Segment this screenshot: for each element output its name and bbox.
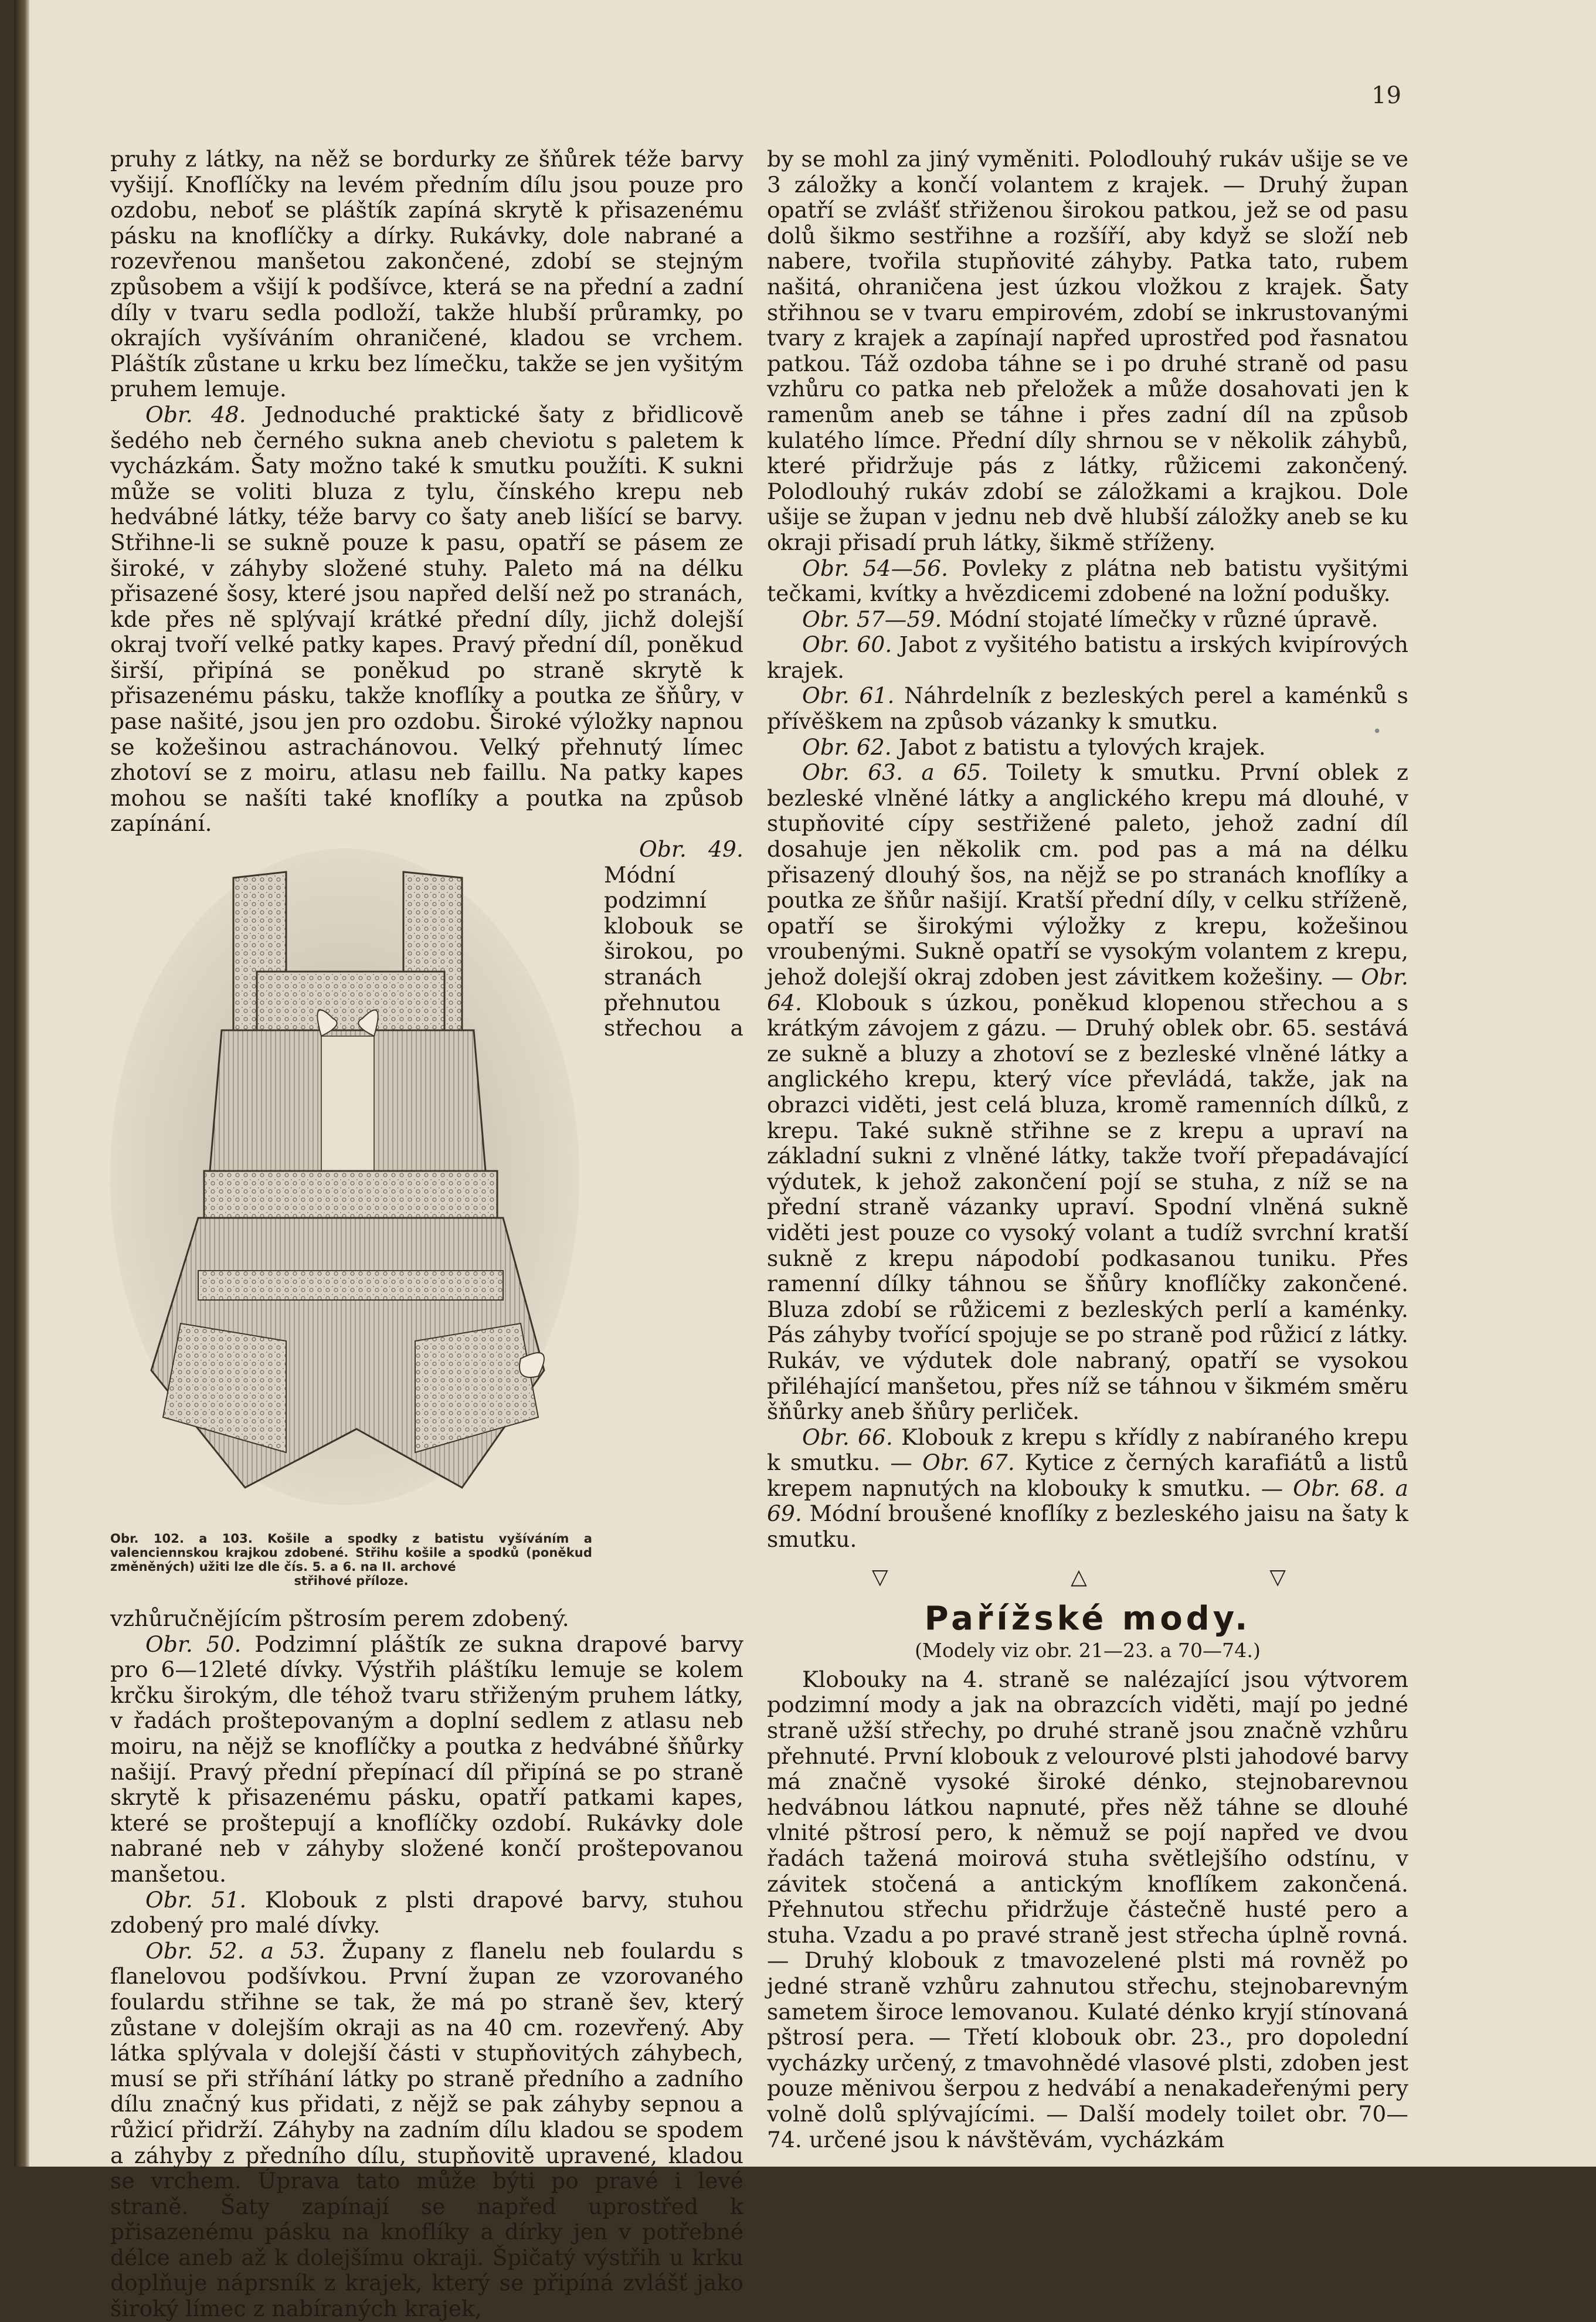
figure-ref: Obr. 61. [802,683,895,709]
figure-ref: Obr. 66. [802,1424,893,1450]
figure-ref: Obr. 49. [639,836,743,863]
section-subtitle: (Modely viz obr. 21—23. a 70—74.) [915,1639,1261,1662]
figure-ref: Obr. 51. [145,1886,247,1913]
caption-text: Obr. 102. a 103. Košile a spodky z batistu vyšíváním a valenciennskou krajkou zdobené. Střihu košile a spodků (poněkud změněných) užiti lze dle čís. 5. a 6. na II. archové [110,1532,592,1574]
paragraph-obr-49: Obr. 49. Módní podzimní klobouk se širokou, po stranách přehnutou střechou a vzhůručnějícím pštrosím perem zdobený. [110,836,743,1632]
figure-ref: Obr. 67. [922,1449,1015,1476]
figure-caption [110,1532,592,1588]
paragraph-obr-62: Obr. 62. Jabot z batistu a tylových krajek. [802,734,1266,760]
paragraph-obr-54: Obr. 54—56. Povleky z plátna neb batistu vyšitými tečkami, kvítky a hvězdicemi zdobené na ložní podušky. [767,555,1408,607]
paragraph-obr-50: Obr. 50. Podzimní pláštík ze sukna drapové barvy pro 6—12leté dívky. Výstřih pláštíku lemuje se kolem krčku širokým, dle téhož tvaru střiženým pruhem látky, v řadách proštepovaným a doplní sedlem z atlasu neb moiru, na nějž se knoflíčky a poutka z hedvábné šňůrky našijí. Pravý přední přepínací díl připíná se po straně skrytě k přisazenému pásku, opatří patkami kapes, které se proštepují a knoflíčky ozdobí. Rukávky dole nabrané neb v záhyby složené končí proštepovanou manšetou. [110,1631,744,1887]
paragraph-obr-51: Obr. 51. Klobouk z plsti drapové barvy, stuhou zdobený pro malé dívky. [110,1886,743,1939]
section-title: Pařížské mody. [924,1600,1251,1638]
right-column [767,147,1408,2153]
figure-ref: Obr. 50. [145,1631,242,1657]
figure-ref: Obr. 54—56. [802,555,949,581]
page-number: 19 [1371,82,1401,109]
figure-ref: Obr. 64. [767,964,1408,1016]
figure-102-103 [110,843,592,1599]
paragraph-obr-48: Obr. 48. Jednoduché praktické šaty z břidlicově šedého neb černého sukna aneb cheviotu s paletem k vycházkám. Šaty možno také k smutku použíti. K sukni může se voliti bluza z tylu, čínského krepu neb hedvábné látky, téže barvy co šaty aneb lišící se barvy. Střihne-li se sukně pouze k pasu, opatří se pásem ze široké, v záhyby složené stuhy. Paleto má na délku přisazené šosy, které jsou napřed delší než po stranách, kde přes ně splývají krátké přední díly, jichž dolejší okraj tvoří velké patky kapes. Pravý přední díl, poněkud širší, připíná se poněkud po straně skrytě k přisazenému pásku, takže knoflíky a poutka ze šňůry, v pase našité, jsou jen pro ozdobu. Široké výložky napnou se kožešinou astrachánovou. Velký přehnutý límec zhotoví se z moiru, atlasu neb faillu. Na patky kapes mohou se našíti také knoflíky a poutka na způsob zapínání. [110,401,743,837]
stray-mark: • [1373,723,1382,741]
page [14,0,1596,2322]
figure-ref: Obr. 62. [802,734,892,760]
figure-ref: Obr. 63. a 65. [802,759,989,786]
garment-illustration [110,843,592,1529]
caption-text-end: střihové příloze. [294,1574,409,1588]
paragraph-obr-61: Obr. 61. Náhrdelník z bezleských perel a kaménků s přívěškem na způsob vázanky k smutku. [767,683,1409,735]
paragraph-paris: Klobouky na 4. straně se nalézající jsou výtvorem podzimní mody a jak na obrazcích viděti, mají po jedné straně užší střechy, po druhé straně jsou značně vzhůru přehnuté. První klobouk z velourové plsti jahodové barvy má značně vysoké široké dénko, stejnobarevnou hedvábnou látkou napnuté, přes něž táhne se dlouhé vlnité pštrosí pero, k němuž se pojí napřed ve dvou řadách tažená moirová stuha světlejšího odstínu, v závitek stočená a antickým knoflíkem zakončená. Přehnutou střechu přidržuje částečně husté pero a stuha. Vzadu a po pravé straně jest střecha úplně rovná. — Druhý klobouk z tmavozelené plsti má rovněž po jedné straně vzhůru zahnutou střechu, stejnobarevným sametem široce lemovanou. Kulaté dénko kryjí stínovaná pštrosí pera. — Třetí klobouk obr. 23., pro dopolední vycházky určený, z tmavohnědé vlasové plsti, zdoben jest pouze měnivou šerpou z hedvábí a nenakadeřenými pery volně dolů splývajícími. — Další modely toilet obr. 70—74. určené jsou k návštěvám, vycházkám [767,1666,1408,2153]
paragraph-obr-57: Obr. 57—59. Módní stojaté límečky v různé úpravě. [802,606,1378,632]
figure-ref: Obr. 57—59. [802,606,942,632]
paragraph-obr-66: Obr. 66. Klobouk z krepu s křídly z nabíraného krepu k smutku. — Obr. 67. Kytice z černých karafiátů a listů krepem napnutých na klobouky k smutku. — Obr. 68. a 69. Módní broušené knoflíky z bezleského jaisu na šaty k smutku. [767,1424,1408,1553]
figure-ref: Obr. 60. [802,632,892,658]
paragraph-obr-60: Obr. 60. Jabot z vyšitého batistu a irských kvipírových krajek. [767,632,1408,683]
paragraph: by se mohl za jiný vyměniti. Polodlouhý rukáv ušije se ve 3 záložky a končí volantem z krajek. — Druhý župan opatří se zvlášť střiženou širokou patkou, jež se od pasu dolů šikmo sestřihne a rozšíří, aby když se složí neb nabere, tvořila stupňovité záhyby. Patka tato, rubem našitá, ohraničena jest úzkou vložkou z krajek. Šaty střihnou se v tvaru empirovém, zdobí se inkrustovanými tvary z krajek a zapínají napřed uprostřed pod řasnatou patkou. Táž ozdoba táhne se i po druhé straně od pasu vzhůru co patka neb přeložek a může dosahovati jen k ramenům aneb se táhne i přes zadní díl na způsob kulatého límce. Přední díly shrnou se v několik záhybů, které přidržuje pás z látky, růžicemi zakončený. Polodlouhý rukáv zdobí se záložkami a krajkou. Dole ušije se župan v jednu neb dvě hlubší záložky aneb se ku okraji přisadí pruh látky, šikmě stříženy. [767,146,1408,555]
figure-ref: Obr. 52. a 53. [145,1937,325,1964]
figure-ref: Obr. 48. [145,401,246,427]
paragraph-obr-52: Obr. 52. a 53. Župany z flanelu neb foulardu s flanelovou podšívkou. První župan ze vzorovaného foulardu střihne se tak, že má po straně šev, který zůstane v dolejším okraji as na 40 cm. rozevřený. Aby látka splývala v dolejší části v stupňovitých záhybech, musí se při stříhání látky po straně předního a zadního dílu značný kus přidati, z nějž se pak záhyby sepnou a růžicí přidrží. Záhyby na zadním dílu kladou se spodem a záhyby z předního dílu, stupňovitě upravené, kladou se vrchem. Úprava tato může býti po pravé i levé straně. Šaty zapínají se napřed uprostřed k přisazenému pásku na knoflíky a dírky jen v potřebné délce aneb až k dolejšímu okraji. Špičatý výstřih u krku doplňuje náprsník z krajek, který se připíná zvlášť jako široký límec z nabíraných krajek, [110,1937,743,2322]
section-ornament: ▽ △ ▽ [872,1564,1374,1589]
paragraph: pruhy z látky, na něž se bordurky ze šňůrek téže barvy vyšijí. Knoflíčky na levém předním dílu jsou pouze pro ozdobu, neboť se pláštík zapíná skrytě k přisazenému pásku na knoflíčky a dírky. Rukávky, dole nabrané a rozevřenou manšetou zakončené, zdobí se stejným způsobem a všijí k podšívce, která se na přední a zadní díly v tvaru sedla podloží, takže hlubší průramky, po okrajích vyšíváním ohraničené, kladou se vrchem. Pláštík zůstane u krku bez límečku, takže se jen vyšitým pruhem lemuje. [110,146,743,402]
book-gutter [14,0,29,2167]
paragraph-obr-63: Obr. 63. a 65. Toilety k smutku. První oblek z bezleské vlněné látky a anglického krepu má dlouhé, v stupňovité cípy sestřižené paleto, jehož zadní díl dosahuje jen několik cm. pod pas a má na délku přisazený dlouhý šos, na nějž se po stranách knoflíky a poutka ze šňůr našijí. Kratší přední díly, v celku stříženě, opatří se širokými výložky z krepu, kožešinou vroubenými. Sukně opatří se vysokým volantem z krepu, jehož dolejší okraj zdoben jest závitkem kožešiny. — Obr. 64. Klobouk s úzkou, poněkud klopenou střechou a s krátkým závojem z gázu. — Druhý oblek obr. 65. sestává ze sukně a bluzy a zhotoví se z bezleské vlněné látky a anglického krepu, který více převládá, takže, jak na obrazci viděti, jest celá bluza, kromě ramenních dílků, z krepu. Také sukně střihne se z krepu a upraví na základní sukni z vlněné látky, takže tvoří přepadávající výdutek, k jehož zakončení pojí se stuha, z níž se na přední straně vázanky upraví. Spodní vlněná sukně viděti jest pouze co vysoký volant a tudíž svrchní kratší sukně z krepu nápodobí podkasanou tuniku. Přes ramenní dílky táhnou se šňůry knoflíčky zakončené. Bluza zdobí se růžicemi z bezleských perlí a kaménky. Pás záhyby tvořící spojuje se po straně pod růžicí z látky. Rukáv, ve výdutek dole nabraný, opatří se vysokou přiléhající manšetou, přes níž se táhnou v šikmém směru šňůrky aneb šňůry perliček. [767,759,1408,1425]
figure-ref: Obr. 68. a 69. [767,1475,1408,1527]
left-column [110,147,743,2322]
